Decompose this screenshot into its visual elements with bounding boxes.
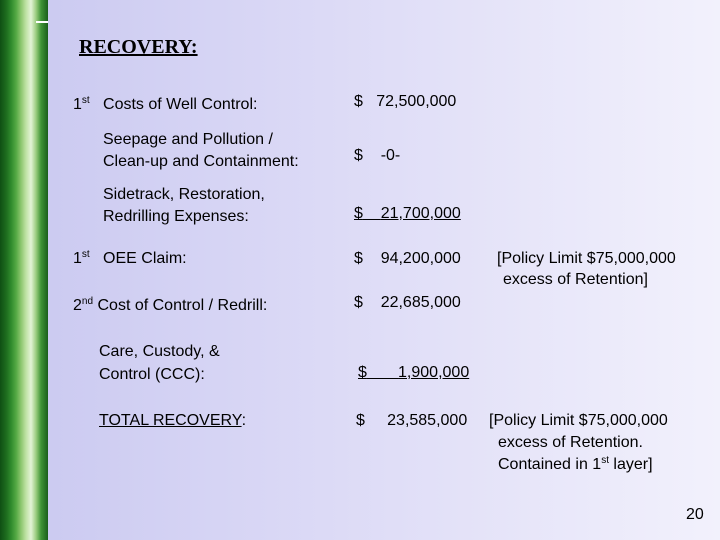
ordinal-suffix: st [81, 249, 90, 260]
row-seepage-label-line2: Clean-up and Containment: [103, 153, 299, 170]
row-ccc-label-line1: Care, Custody, & [99, 343, 220, 360]
amount-value: 21,700,000 [380, 205, 461, 222]
row-oee-claim-label [73, 248, 187, 269]
amount-value: 22,685,000 [380, 294, 461, 311]
ordinal-number: 2 [73, 297, 82, 314]
row-total-recovery-note-line1: [Policy Limit $75,000,000 [489, 412, 668, 429]
ordinal-suffix: nd [81, 296, 94, 307]
row-seepage-label-line1: Seepage and Pollution / [103, 131, 273, 148]
row-total-recovery-amount [356, 410, 467, 431]
row-sidetrack-label-line1: Sidetrack, Restoration, [103, 186, 265, 203]
dollar-sign: $ [354, 147, 363, 164]
row-costs-of-well-control-label [73, 94, 257, 115]
ordinal-suffix: st [601, 455, 609, 466]
dollar-sign: $ [356, 412, 365, 429]
ordinal-number: 1 [73, 250, 82, 267]
row-sidetrack-label-line2: Redrilling Expenses: [103, 208, 249, 225]
dollar-sign: $ [354, 205, 363, 222]
row-ccc-amount [358, 362, 469, 383]
ordinal-number: 1 [73, 96, 82, 113]
row-seepage-amount [354, 145, 400, 166]
row-cost-of-control-amount [354, 292, 461, 313]
row-oee-claim-note-line2: excess of Retention] [503, 271, 648, 288]
sidebar-accent-line [36, 21, 48, 23]
row-ccc-label-line2: Control (CCC): [99, 366, 205, 383]
row-oee-claim-note-line1: [Policy Limit $75,000,000 [497, 250, 676, 267]
amount-value: 1,900,000 [398, 364, 470, 381]
row-total-recovery-note-line2: excess of Retention. [498, 434, 643, 451]
label-text: OEE Claim: [103, 250, 187, 267]
amount-value: 23,585,000 [387, 412, 468, 429]
dollar-sign: $ [354, 294, 363, 311]
label-colon: : [241, 412, 247, 429]
row-oee-claim-amount [354, 248, 461, 269]
amount-value: 94,200,000 [380, 250, 461, 267]
label-text: TOTAL RECOVERY [99, 412, 242, 429]
row-total-recovery-label [99, 410, 246, 431]
dollar-sign: $ [354, 93, 363, 110]
row-total-recovery-note-line3 [498, 454, 653, 475]
row-costs-of-well-control-amount [354, 91, 456, 112]
note-text: Contained in 1 [498, 456, 602, 473]
label-text: Cost of Control / Redrill: [97, 297, 268, 314]
amount-value: 72,500,000 [376, 93, 457, 110]
label-text: Costs of Well Control: [103, 96, 258, 113]
row-sidetrack-amount [354, 203, 461, 224]
amount-value: -0- [380, 147, 401, 164]
page-number: 20 [686, 506, 704, 523]
dollar-sign: $ [358, 364, 367, 381]
dollar-sign: $ [354, 250, 363, 267]
note-text-end: layer] [608, 456, 653, 473]
ordinal-suffix: st [81, 95, 90, 106]
row-cost-of-control-label [73, 295, 267, 316]
page-title: RECOVERY: [79, 36, 198, 58]
green-sidebar-bar [0, 0, 48, 540]
